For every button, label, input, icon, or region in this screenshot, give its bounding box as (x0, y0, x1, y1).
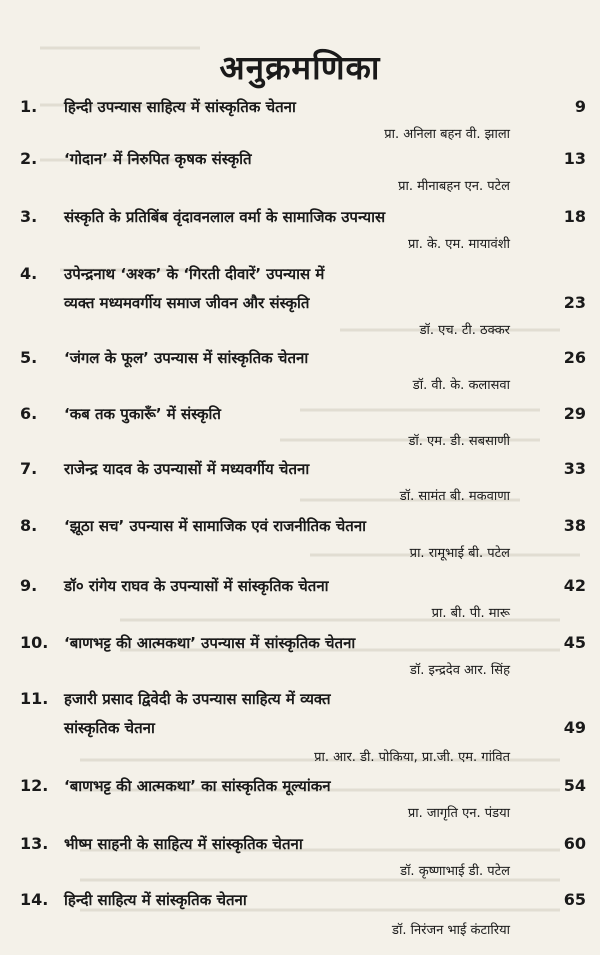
entry-number: 10. (20, 633, 49, 652)
entry-number: 12. (20, 776, 49, 795)
entry-page: 26 (563, 348, 586, 367)
entry-author: प्रा. अनिला बहन वी. झाला (384, 127, 510, 142)
entry-page: 38 (563, 516, 586, 535)
entry-author: प्रा. मीनाबहन एन. पटेल (398, 179, 510, 194)
entry-number: 1. (20, 97, 38, 116)
entry-title: ‘जंगल के फूल’ उपन्यास में सांस्कृतिक चेतना (64, 349, 309, 367)
entry-page: 18 (563, 207, 586, 226)
entry-number: 5. (20, 348, 38, 367)
entry-title: ‘बाणभट्ट की आत्मकथा’ का सांस्कृतिक मूल्यांकन (64, 777, 331, 795)
entry-page: 13 (563, 149, 586, 168)
entry-title: ‘बाणभट्ट की आत्मकथा’ उपन्यास में सांस्कृतिक चेतना (64, 634, 356, 652)
entry-page: 23 (563, 293, 586, 312)
entry-title: डॉ० रांगेय राघव के उपन्यासों में सांस्कृतिक चेतना (64, 577, 329, 595)
entry-author: प्रा. रामूभाई बी. पटेल (409, 546, 510, 561)
entry-number: 3. (20, 207, 38, 226)
entry-title-continued: व्यक्त मध्यमवर्गीय समाज जीवन और संस्कृति (64, 294, 310, 312)
entry-title: ‘कब तक पुकारूँ’ में संस्कृति (64, 405, 221, 423)
entry-title: राजेन्द्र यादव के उपन्यासों में मध्यवर्गीय चेतना (64, 460, 310, 478)
entry-author: डॉ. कृष्णाभाई डी. पटेल (400, 864, 510, 879)
entry-number: 2. (20, 149, 38, 168)
entry-title-continued: सांस्कृतिक चेतना (64, 719, 155, 737)
entry-title: उपेन्द्रनाथ ‘अश्क’ के ‘गिरती दीवारें’ उपन्यास में (64, 265, 325, 283)
entry-title: भीष्म साहनी के साहित्य में सांस्कृतिक चेतना (64, 835, 303, 853)
entry-title: ‘गोदान’ में निरुपित कृषक संस्कृति (64, 150, 252, 168)
entry-page: 9 (574, 97, 586, 116)
entry-number: 14. (20, 890, 49, 909)
entry-title: ‘झूठा सच’ उपन्यास में सामाजिक एवं राजनीतिक चेतना (64, 517, 367, 535)
entry-page: 42 (563, 576, 586, 595)
page-title: अनुक्रमणिका (219, 48, 381, 87)
entry-number: 7. (20, 459, 38, 478)
entry-author: प्रा. आर. डी. पोकिया, प्रा.जी. एम. गांवित (314, 750, 510, 765)
entry-author: डॉ. सामंत बी. मकवाणा (399, 489, 510, 504)
entry-author: डॉ. निरंजन भाई कंटारिया (392, 923, 510, 938)
entry-number: 11. (20, 689, 49, 708)
entry-page: 45 (563, 633, 586, 652)
entry-title: हजारी प्रसाद द्विवेदी के उपन्यास साहित्य में व्यक्त (64, 690, 331, 708)
entry-title: संस्कृति के प्रतिबिंब वृंदावनलाल वर्मा के सामाजिक उपन्यास (64, 208, 386, 226)
entry-page: 60 (563, 834, 586, 853)
entry-author: डॉ. वी. के. कलासवा (412, 378, 510, 393)
entry-page: 29 (563, 404, 586, 423)
entry-title: हिन्दी साहित्य में सांस्कृतिक चेतना (64, 891, 247, 909)
entry-number: 9. (20, 576, 38, 595)
entry-page: 49 (563, 718, 586, 737)
entry-title: हिन्दी उपन्यास साहित्य में सांस्कृतिक चेतना (64, 98, 296, 116)
entry-author: डॉ. एम. डी. सबसाणी (408, 434, 510, 449)
entry-author: डॉ. एच. टी. ठक्कर (419, 323, 510, 338)
entry-author: प्रा. जागृति एन. पंडया (407, 806, 510, 821)
entry-author: प्रा. बी. पी. मारू (431, 606, 510, 621)
entry-page: 54 (563, 776, 586, 795)
entry-page: 65 (563, 890, 586, 909)
entry-number: 6. (20, 404, 38, 423)
entry-page: 33 (563, 459, 586, 478)
entry-author: प्रा. के. एम. मायावंशी (408, 237, 510, 252)
entry-number: 4. (20, 264, 38, 283)
entry-number: 13. (20, 834, 49, 853)
entry-author: डॉ. इन्द्रदेव आर. सिंह (409, 663, 510, 678)
entry-number: 8. (20, 516, 38, 535)
